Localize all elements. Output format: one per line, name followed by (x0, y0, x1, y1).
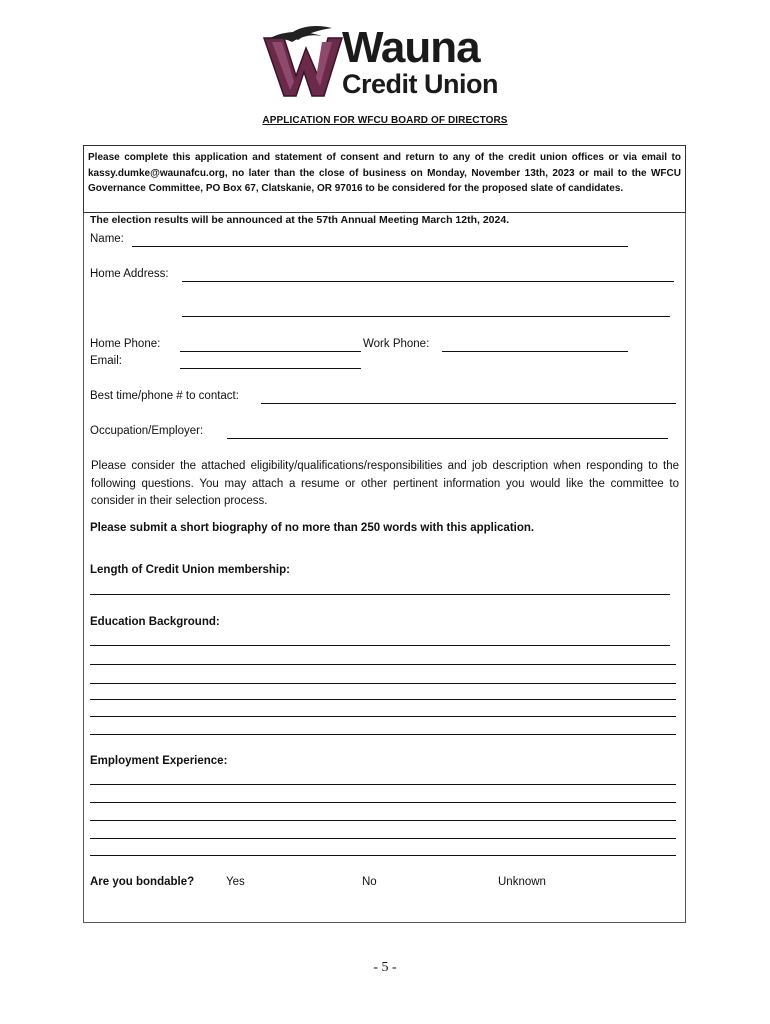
best-time-field[interactable] (261, 403, 676, 404)
election-note: The election results will be announced at the 57th Annual Meeting March 12th, 2024. (90, 214, 510, 226)
wauna-logo (262, 24, 514, 100)
biography-note: Please submit a short biography of no more than 250 words with this application. (90, 522, 535, 534)
bondable-option-unknown[interactable]: Unknown (498, 876, 546, 888)
education-field-line[interactable] (90, 645, 670, 646)
email-field[interactable] (180, 368, 361, 369)
education-field-line[interactable] (90, 664, 676, 665)
intro-instructions: Please complete this application and statement of consent and return to any of the credit union offices or via email to kassy.dumke@waunafcu.org, no later than the close of business on Monday, November 13th, 2023 or mail to the WFCU Governance Committee, PO Box 67, Clatskanie, OR 97016 to be considered for the proposed slate of candidates. (83, 145, 686, 213)
work-phone-field[interactable] (442, 351, 628, 352)
wauna-w-mark-icon (262, 24, 344, 100)
employment-label: Employment Experience: (90, 755, 228, 767)
home-address-field-line2[interactable] (182, 316, 670, 317)
employment-field-line[interactable] (90, 784, 676, 785)
name-field[interactable] (132, 246, 628, 247)
occupation-field[interactable] (227, 438, 668, 439)
bondable-option-no[interactable]: No (362, 876, 377, 888)
education-field-line[interactable] (90, 683, 676, 684)
education-field-line[interactable] (90, 699, 676, 700)
form-title: APPLICATION FOR WFCU BOARD OF DIRECTORS (262, 115, 508, 126)
employment-field-line[interactable] (90, 838, 676, 839)
employment-field-line[interactable] (90, 802, 676, 803)
home-address-field-line1[interactable] (182, 281, 674, 282)
logo-name: Wauna (342, 23, 480, 72)
logo-subtitle: Credit Union (342, 69, 498, 99)
home-phone-label: Home Phone: (90, 338, 161, 350)
membership-label: Length of Credit Union membership: (90, 564, 290, 576)
bondable-question: Are you bondable? (90, 876, 195, 888)
education-label: Education Background: (90, 616, 220, 628)
home-address-label: Home Address: (90, 268, 169, 280)
email-label: Email: (90, 355, 122, 367)
name-label: Name: (90, 233, 124, 245)
consider-paragraph: Please consider the attached eligibility/qualifications/responsibilities and job description when responding to the following questions. You may attach a resume or other pertinent information you would like the committee to consider in their selection process. (91, 460, 679, 507)
occupation-label: Occupation/Employer: (90, 425, 204, 437)
home-phone-field[interactable] (180, 351, 361, 352)
page-number: - 5 - (373, 960, 397, 975)
form-border (83, 145, 686, 923)
education-field-line[interactable] (90, 716, 676, 717)
membership-field[interactable] (90, 594, 670, 595)
employment-field-line[interactable] (90, 820, 676, 821)
work-phone-label: Work Phone: (363, 338, 430, 350)
best-time-label: Best time/phone # to contact: (90, 390, 239, 402)
education-field-line[interactable] (90, 734, 676, 735)
bondable-option-yes[interactable]: Yes (226, 876, 245, 888)
employment-field-line[interactable] (90, 855, 676, 856)
